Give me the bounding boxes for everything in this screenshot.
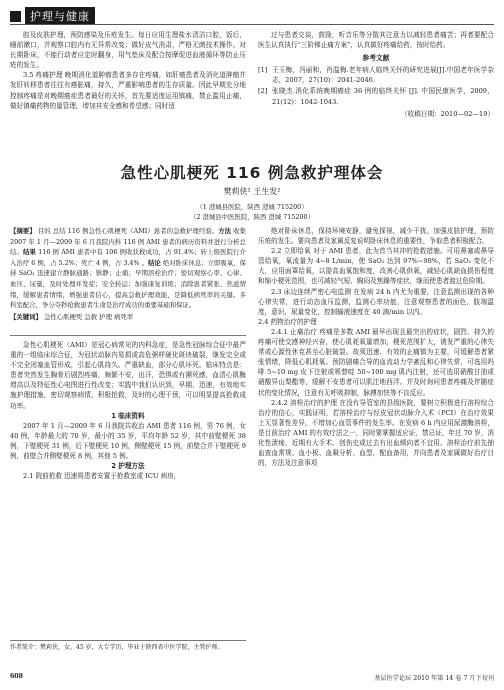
affiliation-2: （2 澄城县中医医院，陕西 澄城 715200） xyxy=(189,213,315,221)
section-heading: 2 护理方法 xyxy=(111,462,145,471)
paragraph: 3.5 疼痛护理 晚期消化道肿瘤患者多存在疼痛，如肝癌患者及消化道肿瘤并发肝转移患者往往有癌胀痛，持久，严重影响患者的生存质量。因此早期充分地控制疼痛是对晚期癌症患者最好的关怀，首先要适度运用镇痛，禁止滥用止痛，做好镇痛药物的量管理，增加其安全感和希望感；同时适 xyxy=(10,71,246,110)
section-header xyxy=(10,7,95,25)
page-number: 608 xyxy=(10,673,23,680)
paragraph: 2.4.2 溶栓治疗的护理 在没有导管室的县级医院，要树立积极进行溶栓综合治疗的信心，实践证明，若溶栓治疗与经皮冠状动脉介入术（PCI）在治疗效果上无显著性差异，不增加心血管事件的发生率。在发病 6 h 内应用尿激酶溶栓，是目前治疗 AMI 的有效疗法之一，同时要掌握适应证，禁忌证，年过 70 岁，消化性溃疡，近期有大手术、创伤史或过去有出血倾向者不宜用。溶栓治疗前先抽血查血常规、血小板、血凝分析、血型，配血备用，并向患者及家属做好治疗目的，方法及注意事项 xyxy=(258,398,494,468)
paragraph: 过与患者交谈，鼓励，听音乐等分散其注意力以减轻患者痛苦；再者要配合医生认真执行“三阶梯止痛方案”，认真做好疼痛给药，按时给药。 xyxy=(258,31,494,50)
references-title: 参考文献 xyxy=(362,54,390,63)
abstract: 【摘要】 目的 总结 116 例急性心肌梗死（AMI）患者的急救护理经验。方法 收集 2007 年 1 月—2009 年 6 月我院内科 116 例 AMI 患者的病历资料并进行分析总结。结果 116 例 AMI 患者中有 106 例收获救成功，占 91.4%；转上级医院行介入治疗 6 例，占 5.2%；死亡 4 例，占 3.4% 。结论 绝对卧床休息；立即吸氧，保持 SaO₂ 迅速建立静脉通路；镇静；止痛；早期溶栓治疗；密切观察心率、心律、血压、尿量，及时处理并发症；安全转运；加强康复训练；消除患者紧张、焦虑情绪，缓解患者情绪，增强患者信心，提高急救护理效能，是降低病死率的关键。多科室配合，争分夺秒抢救患者生命是治疗成功的重要基础和保证。 【关键词】 急性心肌梗死 急救 护理 病死率 xyxy=(10,227,247,321)
top-right-column xyxy=(258,30,494,119)
abstract-divider xyxy=(10,335,246,336)
header-square-icon xyxy=(10,11,21,22)
header-label: 护理与健康 xyxy=(25,7,95,25)
paragraph: 2.4.1 止痛治疗 疼痛是多数 AMI 最早出现且最突出的症状，剧烈、持久的疼痛可使交感神经兴奋，使心肌耗氧量增加，梗死范围扩大，诱发严重的心律失常或心源性休克甚至心脏破裂。故须迅速、有效的止痛镇为主要，可缓解患者紧张情绪，降低心肌耗氧。预防剧痛合导的血流动力学紊乱和心律失常，可选用吗啡 5~10 mg 皮下注射或哌替啶 50~100 mg 肌内注射，还可选用硝酸甘油或硝酸异山梨酯等，缓解不安患者可以肌注地西泮。并及时询问患者疼痛及伴随症状的变化情况，注意有无呼吸抑制，脉搏加快等不良反应。 xyxy=(258,327,494,397)
reference-item: [2] 张晓杰.消化系统晚期癌症 36 例的临终关怀 [J]. 中国民康医学，2009，21(12)：1042-1043. xyxy=(258,87,494,106)
author-footnote: 作者简介：樊莉侠，女，45 岁，大专学历，毕业于陕西省中医学院，主管护师。 xyxy=(10,640,246,652)
section-heading: 1 临床资料 xyxy=(111,411,145,420)
left-body-column xyxy=(10,340,246,481)
page-footer xyxy=(10,673,494,682)
keywords: 【关键词】 急性心肌梗死 急救 护理 病死率 xyxy=(10,312,134,321)
paragraph: 2.1 院前抢救 迅速将患者安置于抢救室或 ICU 病房， xyxy=(23,472,181,481)
top-left-column xyxy=(10,30,246,111)
paragraph: 2.2 立即给氧 对于 AMI 患者，此为首当其冲的抢救措施。可用鼻塞或鼻导管给氧，氧流量为 4~8 L/min，使 SaO₂ 达到 97%~98%，若 SaO₂ 变化不大，应用面罩给氧，以提高血氧饱和度，改善心肌供氧，减轻心肌缺血损伤程度和缩小梗死范围，也可减轻气短、胸闷及焦躁等症状，继而使患者渡过危险期。 xyxy=(258,247,494,286)
paragraph: 绝对卧床休息，保持环境安静，避免探视，减少干扰。加强皮肤护理，预防压疮的发生。要向患者及家属反复说明卧床休息的重要性，争取患者积极配合。 xyxy=(258,227,494,246)
header-rule xyxy=(10,24,494,25)
article-authors: 樊莉侠¹ 王生发² xyxy=(223,187,281,196)
subsection-heading: 2.4 药物治疗的护理 xyxy=(258,317,317,326)
reference-item: [1] 王玉梅，冯丽和，肖温梅.老年病人临终关怀的研究进展[J].中国老年医学杂志，2007，27(10)：2041-2046. xyxy=(258,66,494,85)
received-date: （收稿日期：2010—02—19） xyxy=(401,109,494,118)
paragraph: 腔及皮肤护理，预防感染及压疮发生。每日应用生理盐水清洁口腔，饭后，睡前漱口，并观察口腔内有无异常改变；做好皮气消肃，严格无菌技术操作。对长期卧床，不能行动者应定时翻身，用气垫床及配合按摩促进血液循环等防止压疮的发生。 xyxy=(10,31,246,70)
paragraph: 急性心肌梗死（AMI）是冠心病常见的内科急症，是急性冠脉综合征中最严重的一组临床综合征，为冠状动脉内易损或高危粥样硬化斑块破裂，继发完全或不完全闭塞血管形成，引起心肌持久、严重缺血，部分心肌坏死。临床特点是：患者突然发生胸骨后剧烈疼痛，频繁不安，出汗，恐惧或有濒死感，血清心肌酶增高以及特征性心电图进行性改变；实践中我们认识到，早期、迅速，有效地实施护理措施，密切观察病情，积极抢救，及时的心理干预，可以明显提高抢救成功率。 xyxy=(10,341,246,410)
paragraph: 2007 年 1 月—2009 年 6 月我院共收治 AMI 患者 116 例，男 76 例，女 40 例，年龄最大的 70 岁，最小的 35 岁，平均年龄 52 岁，其中前壁梗死 38 例，下壁梗死 31 例，后下壁梗死 10 例，侧壁梗死 15 例，前壁合并下壁梗死 9 例，前壁合并侧壁梗死 8 例，其他 5 例。 xyxy=(10,421,246,461)
affiliation-1: （1 澄城县医院，陕西 澄城 715200） xyxy=(196,203,308,211)
paragraph: 2.3 床边连续严密心电监测 在发病 24 h 内尤为重要，注意监测出现的各种心律失常，进行动态血压监测，监测心率功能，注意观察患者的面色，肢端温度，意识，尿量变化，控制输液速度在 40 滴/min 以内。 xyxy=(258,287,494,316)
journal-name: 基层医学论坛 2010 年第 14 卷 7 月下旬刊 xyxy=(374,675,494,682)
right-body-column xyxy=(258,226,494,468)
article-title: 急性心肌梗死 116 例急救护理体会 xyxy=(120,164,384,182)
